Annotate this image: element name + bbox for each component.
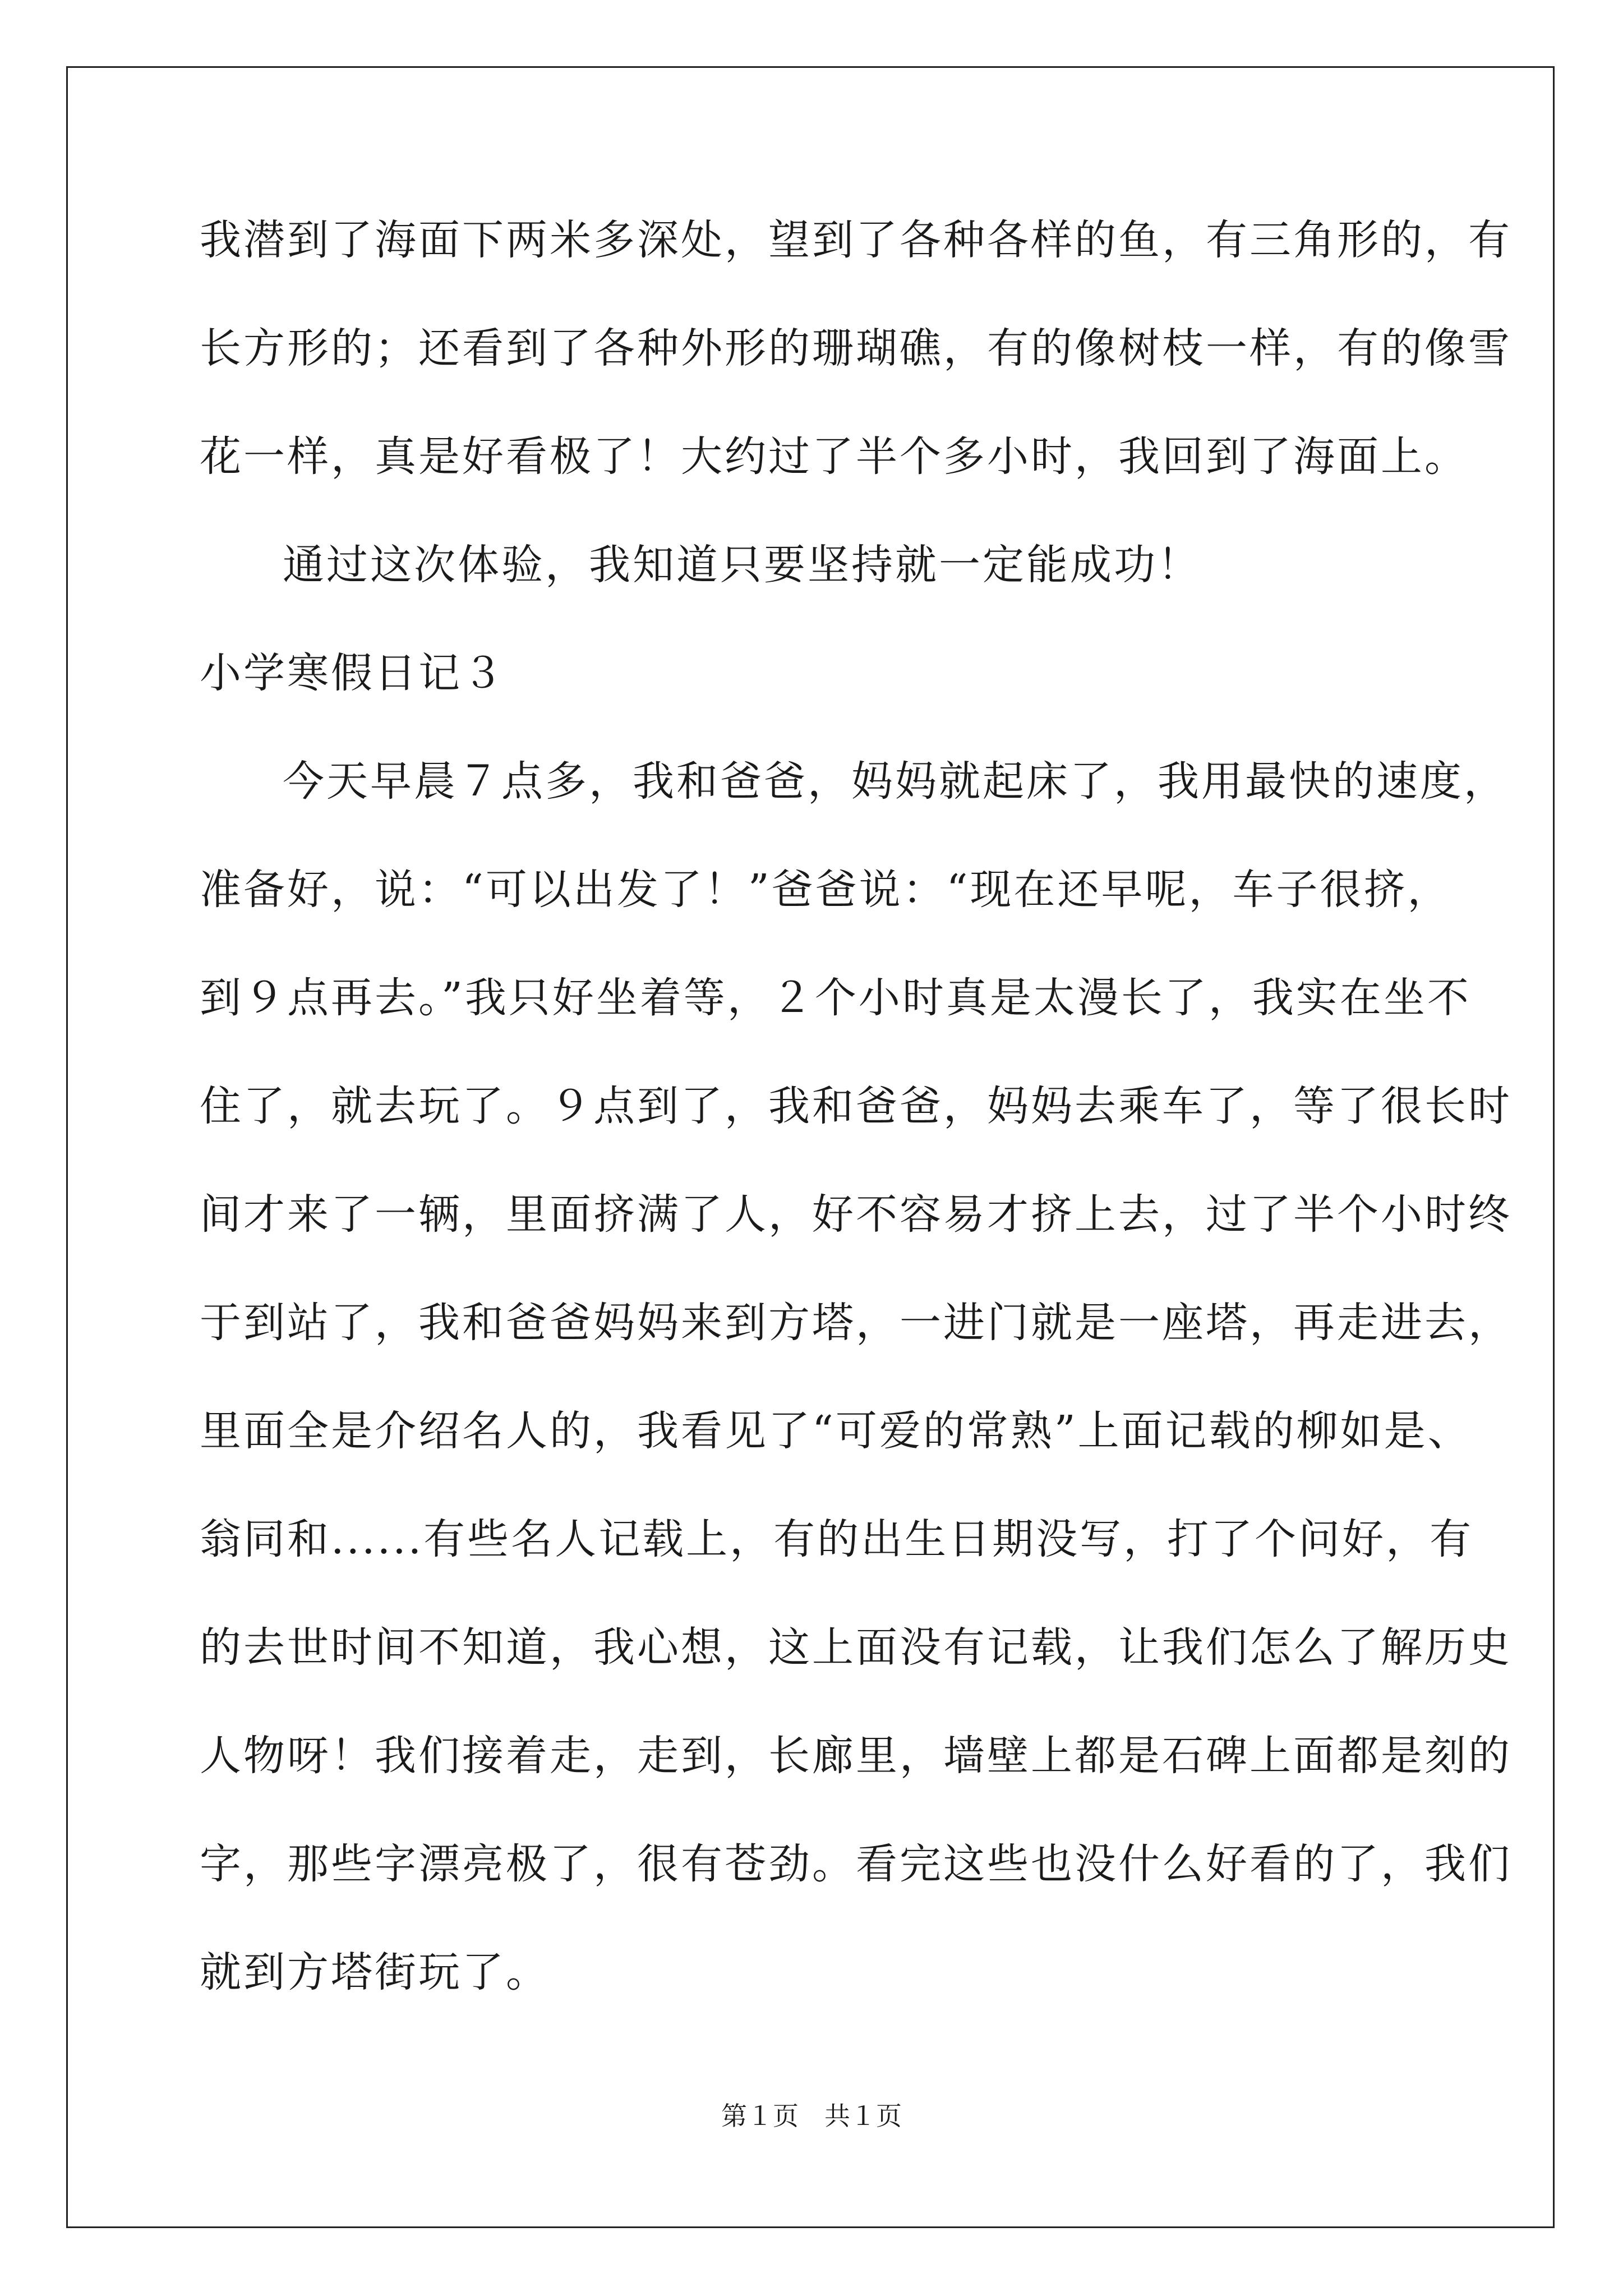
document-body (200, 213, 1512, 2054)
text-line: 我潜到了海面下两米多深处，望到了各种各样的鱼，有三角形的，有 (200, 216, 1512, 264)
text-line: 于到站了，我和爸爸妈妈来到方塔，一进门就是一座塔，再走进去， (200, 1299, 1512, 1347)
text-line: 的去世时间不知道，我心想，这上面没有记载，让我们怎么了解历史 (200, 1623, 1512, 1672)
text-line: 住了，就去玩了。９点到了，我和爸爸，妈妈去乘车了，等了很长时 (200, 1082, 1512, 1130)
text-line: 通过这次体验，我知道只要坚持就一定能成功！ (283, 541, 1201, 589)
text-line: 字，那些字漂亮极了，很有苍劲。看完这些也没什么好看的了，我们 (200, 1840, 1512, 1888)
text-line: 翁同和......有些名人记载上，有的出生日期没写，打了个问好，有 (200, 1515, 1474, 1563)
text-line: 间才来了一辆，里面挤满了人，好不容易才挤上去，过了半个小时终 (200, 1190, 1512, 1239)
text-line: 到９点再去。”我只好坐着等，２个小时真是太漫长了，我实在坐不 (200, 974, 1471, 1022)
text-line: 准备好，说：“可以出发了！”爸爸说：“现在还早呢，车子很挤， (200, 866, 1451, 914)
text-line: 里面全是介绍名人的，我看见了“可爱的常熟”上面记载的柳如是、 (200, 1407, 1472, 1455)
section-heading: 小学寒假日记３ (200, 649, 506, 697)
text-line: 花一样，真是好看极了！大约过了半个多小时，我回到了海面上。 (200, 432, 1468, 481)
text-line: 长方形的；还看到了各种外形的珊瑚礁，有的像树枝一样，有的像雪 (200, 324, 1512, 372)
text-line: 人物呀！我们接着走，走到，长廊里，墙壁上都是石碑上面都是刻的 (200, 1732, 1512, 1780)
page-number-footer: 第１页 共１页 (721, 2101, 902, 2131)
text-line: 今天早晨７点多，我和爸爸，妈妈就起床了，我用最快的速度， (283, 757, 1507, 806)
text-line: 就到方塔街玩了。 (200, 1948, 550, 1996)
